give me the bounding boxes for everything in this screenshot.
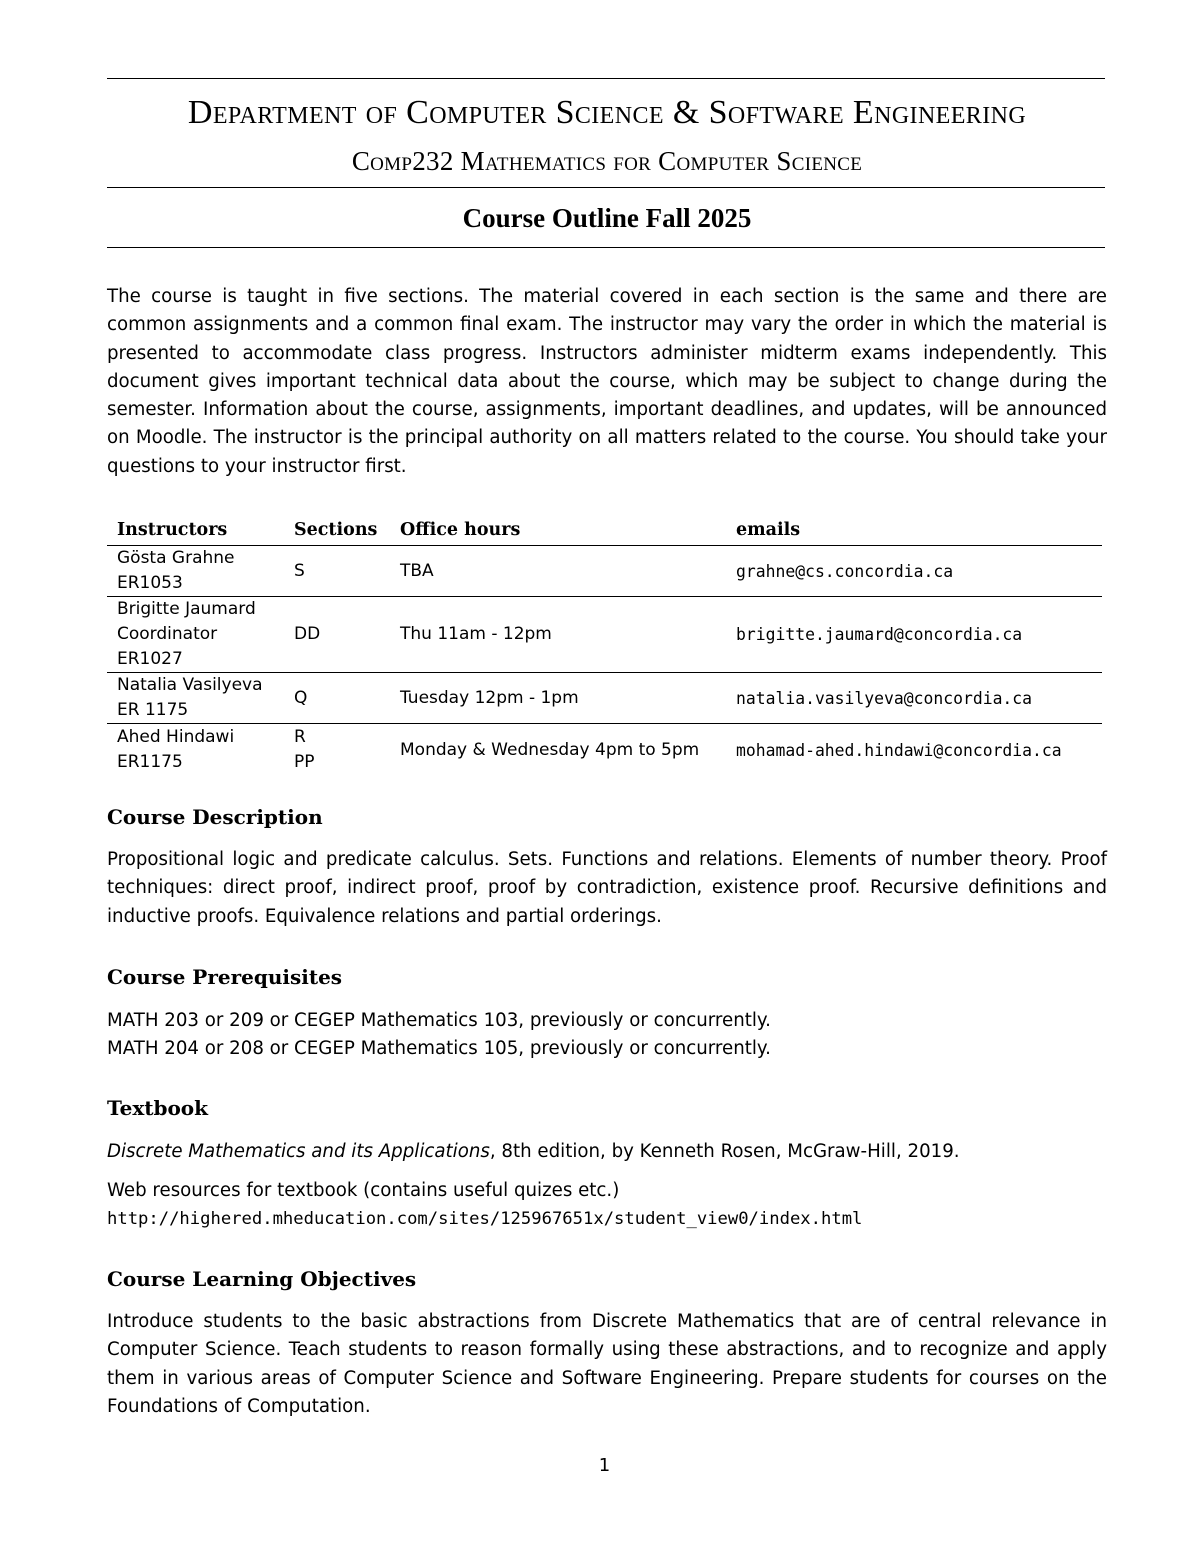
course-prerequisites-text xyxy=(107,1007,1107,1064)
textbook-heading: Textbook xyxy=(107,1096,208,1120)
textbook-web-resources xyxy=(107,1177,1107,1234)
instructor-name-line: Natalia Vasilyeva xyxy=(117,675,263,695)
instructor-role-line: Coordinator xyxy=(117,624,218,644)
prerequisite-line: MATH 204 or 208 or CEGEP Mathematics 105, previously or concurrently. xyxy=(107,1038,771,1060)
section-code: DD xyxy=(294,624,321,644)
instructor-email: mohamad-ahed.hindawi@concordia.ca xyxy=(736,740,1062,760)
table-header-row xyxy=(107,516,1102,546)
instructor-office-hours: Tuesday 12pm - 1pm xyxy=(390,673,726,724)
column-header-sections: Sections xyxy=(284,516,390,546)
course-prerequisites-heading: Course Prerequisites xyxy=(107,965,343,989)
instructor-office-line: ER1053 xyxy=(117,573,183,593)
textbook-citation-line xyxy=(107,1138,1107,1166)
instructor-name xyxy=(107,724,284,777)
web-resources-label: Web resources for textbook (contains useful quizes etc.) xyxy=(107,1180,620,1201)
learning-objectives-heading: Course Learning Objectives xyxy=(107,1267,417,1291)
course-title: Comp232 Mathematics for Computer Science xyxy=(351,146,863,176)
column-header-office-hours: Office hours xyxy=(390,516,726,546)
page-number: 1 xyxy=(598,1455,611,1476)
department-title: Department of Computer Science & Software Engineering xyxy=(187,94,1027,131)
instructor-office-hours: Thu 11am - 12pm xyxy=(390,597,726,673)
section-code: R xyxy=(294,727,306,747)
section-code: PP xyxy=(294,752,315,772)
instructor-name-line: Ahed Hindawi xyxy=(117,727,235,747)
textbook-details: , 8th edition, by Kenneth Rosen, McGraw-Hill, 2019. xyxy=(489,1141,960,1162)
title-rule xyxy=(107,187,1105,188)
instructor-office-line: ER 1175 xyxy=(117,700,189,720)
instructor-name xyxy=(107,673,284,724)
instructor-office-line: ER1175 xyxy=(117,752,183,772)
table-row xyxy=(107,673,1102,724)
learning-objectives-text: Introduce students to the basic abstractions from Discrete Mathematics that are of central relevance in Computer Science. Teach students to reason formally using these abstractions, and to recognize and apply them in various areas of Computer Science and Software Engineering. Prepare students for courses on the Foundations of Computation. xyxy=(107,1311,1107,1417)
instructor-sections xyxy=(284,673,390,724)
instructor-sections xyxy=(284,546,390,597)
table-row xyxy=(107,597,1102,673)
intro-paragraph: The course is taught in five sections. The material covered in each section is the same and there are common assignments and a common final exam. The instructor may vary the order in which the material is presented to accommodate class progress. Instructors administer midterm exams independently. This document gives important technical data about the course, which may be subject to change during the semester. Information about the course, assignments, important deadlines, and updates, will be announced on Moodle. The instructor is the principal authority on all matters related to the course. You should take your questions to your instructor first. xyxy=(107,286,1107,477)
instructor-email: brigitte.jaumard@concordia.ca xyxy=(726,597,1102,673)
textbook-citation xyxy=(107,1138,1107,1166)
instructor-office-hours: TBA xyxy=(390,546,726,597)
column-header-emails: emails xyxy=(726,516,1102,546)
instructor-name xyxy=(107,597,284,673)
instructor-office-line: ER1027 xyxy=(117,649,183,669)
textbook-url-link[interactable]: http://highered.mheducation.com/sites/125967651x/student_view0/index.html xyxy=(107,1209,863,1230)
table-row xyxy=(107,546,1102,597)
prerequisite-line: MATH 203 or 209 or CEGEP Mathematics 103, previously or concurrently. xyxy=(107,1010,771,1031)
instructor-sections xyxy=(284,597,390,673)
instructor-sections xyxy=(284,724,390,777)
top-rule xyxy=(107,78,1105,79)
outline-rule xyxy=(107,247,1105,248)
table-row xyxy=(107,724,1102,777)
course-description-text: Propositional logic and predicate calculus. Sets. Functions and relations. Elements of number theory. Proof techniques: direct proof, indirect proof, proof by contradiction, existence proof. Recursive definitions and inductive proofs. Equivalence relations and partial orderings. xyxy=(107,849,1107,927)
section-code: S xyxy=(294,560,305,581)
instructor-email: natalia.vasilyeva@concordia.ca xyxy=(726,673,1102,724)
outline-title: Course Outline Fall 2025 xyxy=(462,203,752,233)
instructors-table xyxy=(107,516,1102,776)
instructor-email: grahne@cs.concordia.ca xyxy=(726,546,1102,597)
instructor-name-line: Gösta Grahne xyxy=(117,548,235,568)
textbook-title: Discrete Mathematics and its Applications xyxy=(107,1141,490,1162)
instructor-name xyxy=(107,546,284,597)
section-code: Q xyxy=(294,687,308,708)
course-description-heading: Course Description xyxy=(107,805,323,829)
instructor-name-line: Brigitte Jaumard xyxy=(117,599,256,619)
instructor-office-hours: Monday & Wednesday 4pm to 5pm xyxy=(400,739,700,760)
column-header-instructors: Instructors xyxy=(107,516,284,546)
